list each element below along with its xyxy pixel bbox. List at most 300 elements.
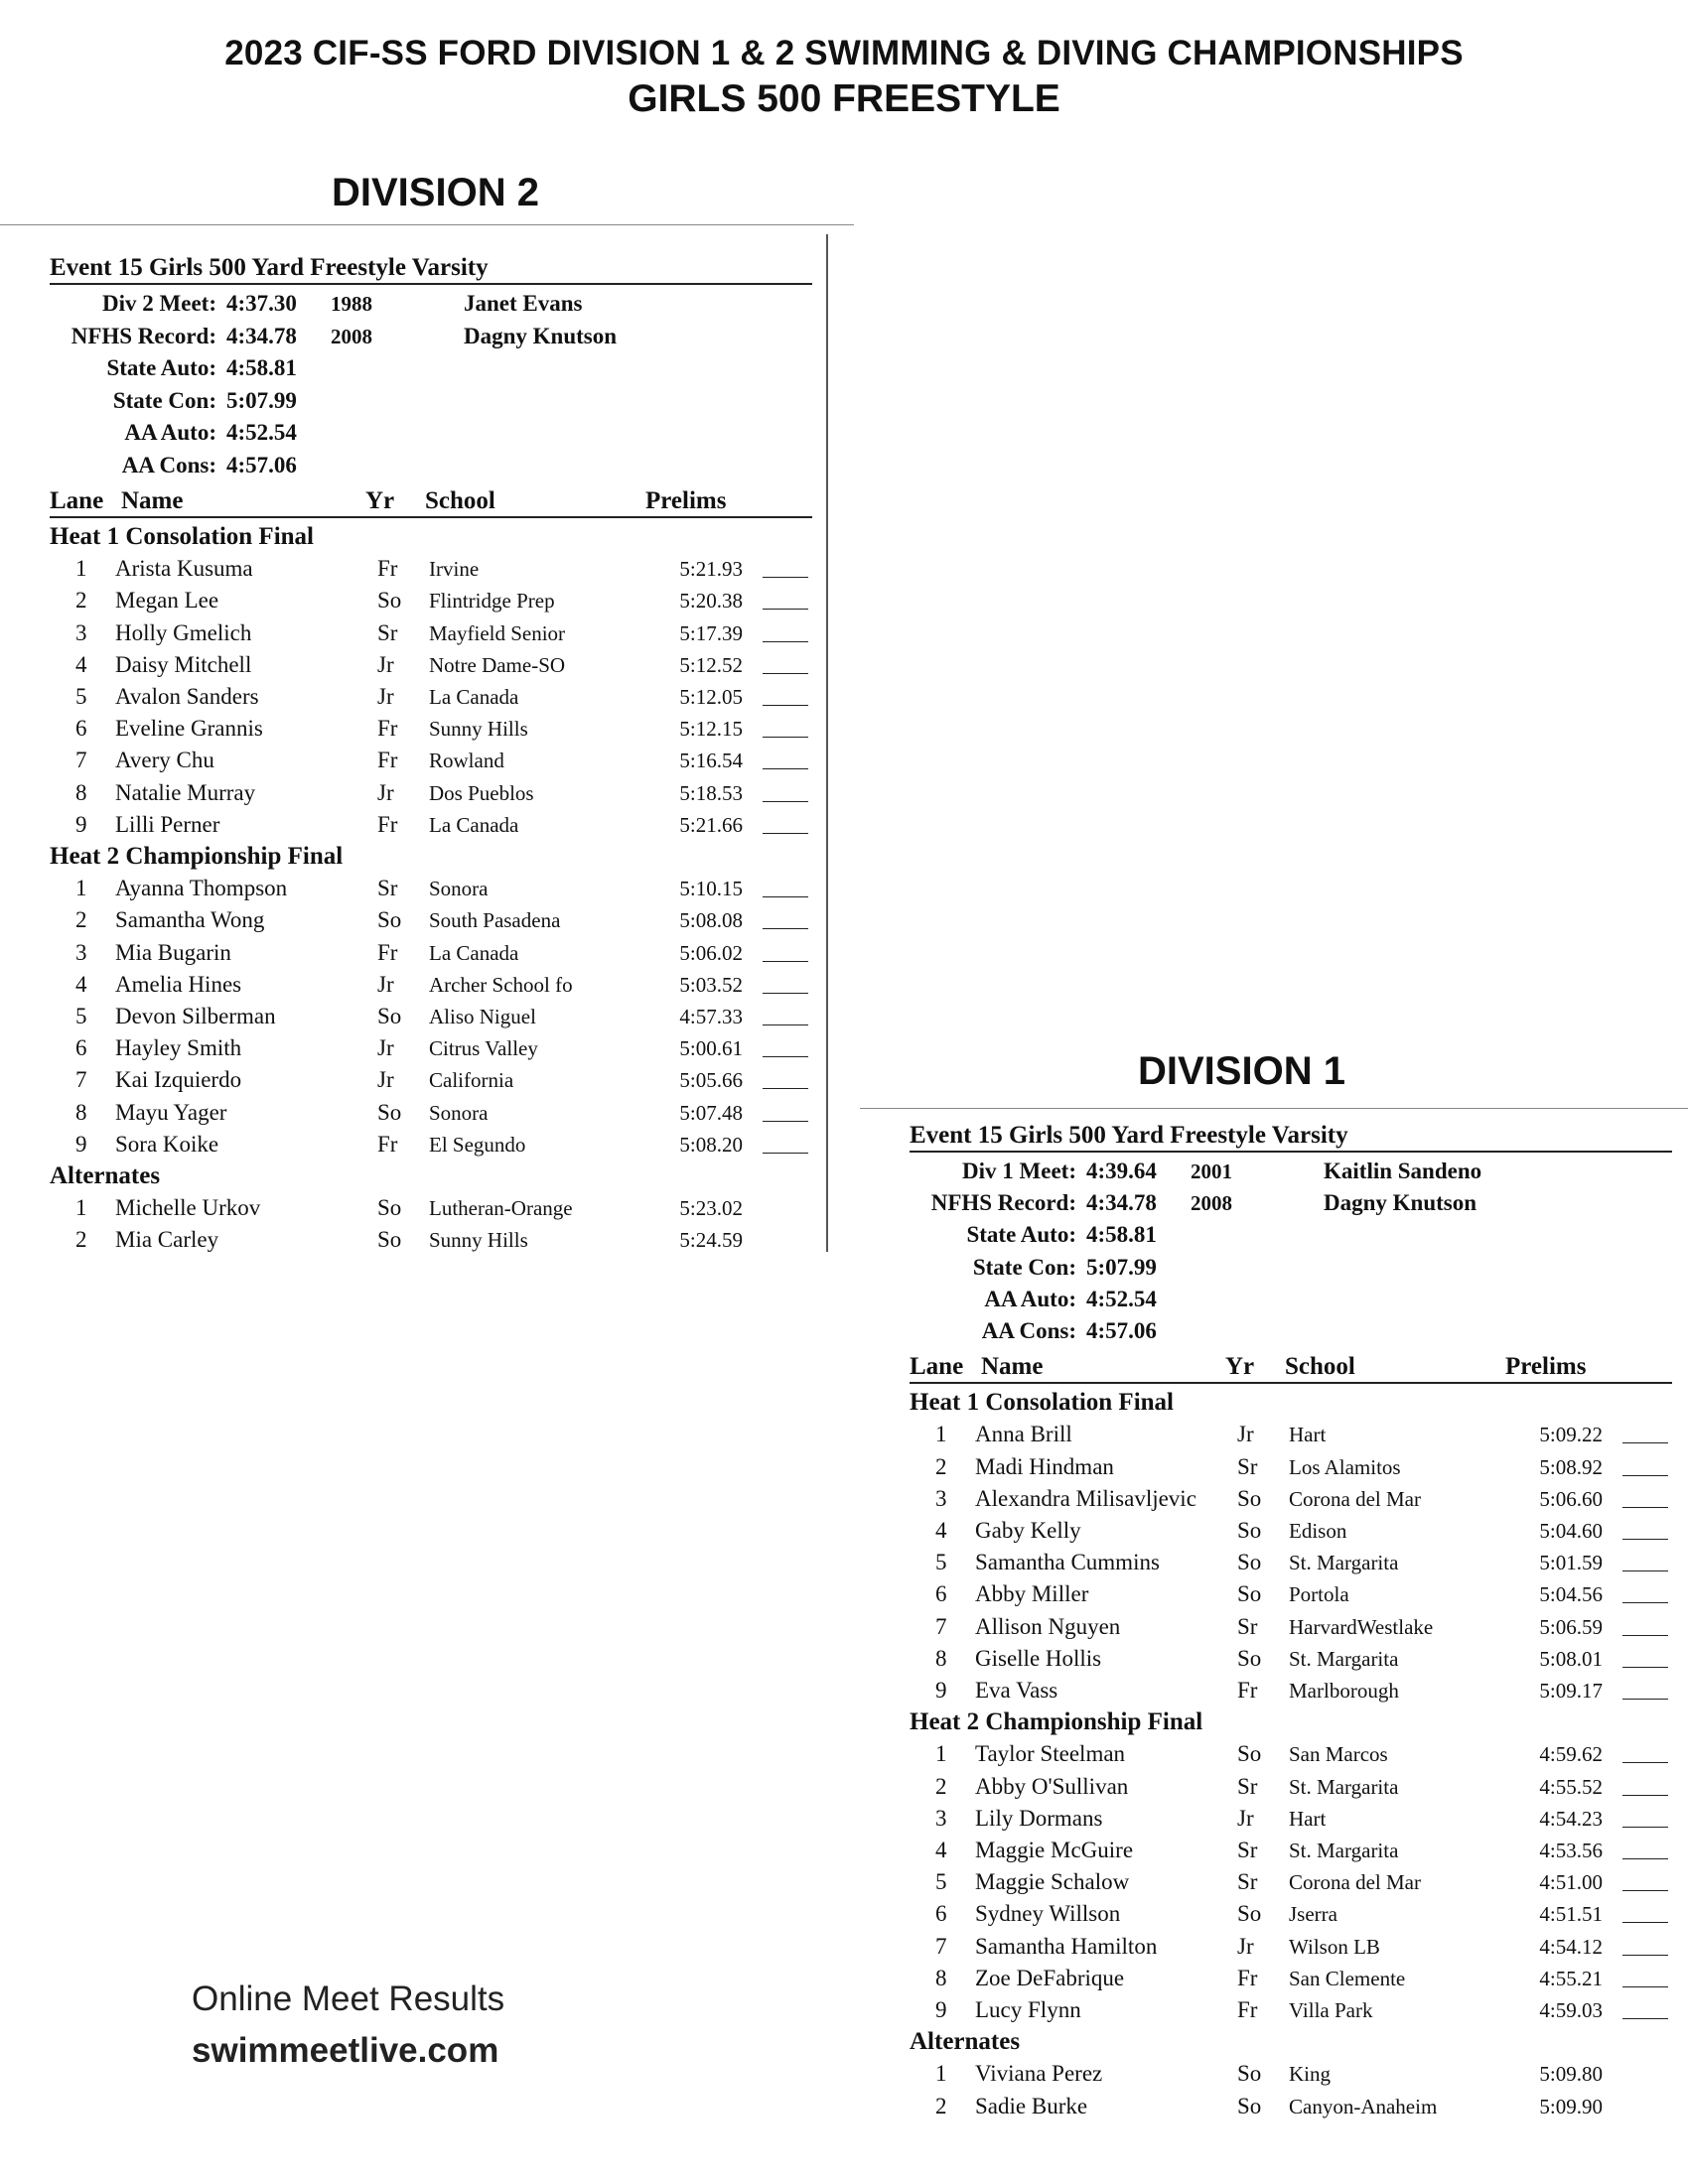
lane-number: 5 (935, 1869, 947, 1895)
record-row (910, 1187, 1672, 1219)
finals-time-blank (763, 1088, 808, 1089)
swimmer-year: So (1237, 1645, 1262, 1671)
swimmer-name: Hayley Smith (115, 1035, 242, 1061)
table-row (910, 1515, 1672, 1547)
swimmer-name: Devon Silberman (115, 1004, 276, 1028)
prelim-time: 5:07.48 (679, 1100, 743, 1125)
finals-time-blank (763, 609, 808, 610)
division2-heading: DIVISION 2 (332, 171, 539, 214)
lane-number: 1 (935, 1741, 947, 1767)
lane-number: 9 (935, 1678, 947, 1703)
school-name: Sonora (429, 1100, 489, 1125)
record-label: NFHS Record: (930, 1190, 1076, 1216)
column-header (50, 487, 812, 518)
swimmer-name: Maggie Schalow (975, 1869, 1130, 1895)
school-name: King (1289, 2062, 1331, 2087)
finals-time-blank (1622, 1602, 1668, 1603)
event-title: Event 15 Girls 500 Yard Freestyle Varsity (910, 1122, 1672, 1153)
table-row (50, 1001, 812, 1032)
school-name: Corona del Mar (1289, 1870, 1421, 1895)
table-row (910, 1451, 1672, 1483)
prelim-time: 5:18.53 (679, 780, 743, 805)
lane-number: 1 (75, 876, 87, 901)
lane-number: 3 (75, 619, 87, 645)
school-name: St. Margarita (1289, 1774, 1399, 1799)
record-holder: Dagny Knutson (464, 323, 618, 348)
lane-number: 7 (935, 1933, 947, 1959)
school-name: La Canada (429, 940, 519, 965)
finals-time-blank (763, 768, 808, 769)
swimmer-name: Maggie McGuire (975, 1838, 1134, 1862)
swimmer-year: So (1237, 1581, 1262, 1607)
col-school: School (1285, 1353, 1355, 1381)
finals-time-blank (1622, 1890, 1668, 1891)
record-row (910, 1252, 1672, 1284)
swimmer-name: Samantha Cummins (975, 1550, 1160, 1575)
swimmer-year: Sr (1237, 1773, 1258, 1799)
lane-number: 2 (935, 1773, 947, 1799)
school-name: South Pasadena (429, 908, 561, 933)
prelim-time: 5:12.05 (679, 685, 743, 709)
finals-time-blank (1622, 1986, 1668, 1987)
lane-number: 9 (75, 811, 87, 837)
swimmer-year: So (377, 1099, 402, 1125)
finals-time-blank (1622, 1635, 1668, 1636)
finals-time-blank (1622, 1570, 1668, 1571)
table-row (50, 1224, 812, 1256)
finals-time-blank (763, 896, 808, 897)
lane-number: 6 (935, 1901, 947, 1927)
col-lane: Lane (910, 1353, 964, 1381)
school-name: Rowland (429, 749, 504, 773)
record-time: 4:58.81 (1086, 1222, 1157, 1248)
lane-number: 4 (75, 971, 87, 997)
finals-time-blank (1622, 1699, 1668, 1700)
swimmer-year: So (1237, 1901, 1262, 1927)
swimmer-name: Avery Chu (115, 748, 214, 773)
finals-time-blank (763, 577, 808, 578)
finals-time-blank (1622, 1667, 1668, 1668)
record-label: State Auto: (966, 1222, 1076, 1248)
school-name: Notre Dame-SO (429, 652, 566, 677)
col-name: Name (981, 1353, 1044, 1381)
page-title: 2023 CIF-SS FORD DIVISION 1 & 2 SWIMMING & DIVING CHAMPIONSHIPS (224, 34, 1464, 72)
lane-number: 4 (935, 1838, 947, 1862)
prelim-time: 5:09.17 (1539, 1679, 1603, 1703)
record-time: 4:57.06 (226, 452, 297, 478)
table-row (50, 1032, 812, 1064)
record-time: 4:58.81 (226, 355, 297, 380)
table-row (50, 1192, 812, 1224)
swimmer-year: Jr (377, 1035, 394, 1061)
record-time: 4:52.54 (226, 420, 297, 445)
record-row (50, 417, 812, 449)
footer-website: swimmeetlive.com (192, 2031, 499, 2070)
table-row (50, 745, 812, 776)
lane-number: 6 (935, 1581, 947, 1607)
swimmer-name: Taylor Steelman (975, 1741, 1126, 1767)
swimmer-year: Fr (1237, 1678, 1258, 1703)
record-time: 4:39.64 (1086, 1159, 1157, 1183)
school-name: Archer School fo (429, 972, 573, 997)
swimmer-year: Jr (377, 651, 394, 677)
heat2-title: Heat 2 Championship Final (910, 1708, 1203, 1736)
lane-number: 3 (935, 1485, 947, 1511)
school-name: Canyon-Anaheim (1289, 2094, 1438, 2118)
heat2-title: Heat 2 Championship Final (50, 843, 344, 870)
division2-vertical-rule (826, 234, 828, 1252)
table-row (50, 1064, 812, 1096)
prelim-time: 5:08.92 (1539, 1454, 1603, 1479)
finals-time-blank (763, 801, 808, 802)
col-yr: Yr (1225, 1353, 1255, 1381)
finals-time-blank (1622, 1858, 1668, 1859)
swimmer-year: Jr (1237, 1805, 1254, 1831)
swimmer-year: So (1237, 1485, 1262, 1511)
table-row (910, 1419, 1672, 1450)
finals-time-blank (763, 928, 808, 929)
school-name: HarvardWestlake (1289, 1614, 1434, 1639)
record-time: 5:07.99 (226, 387, 297, 413)
record-row (910, 1156, 1672, 1187)
lane-number: 1 (935, 2061, 947, 2087)
lane-number: 1 (75, 556, 87, 582)
finals-time-blank (1622, 1539, 1668, 1540)
swimmer-year: Jr (377, 1067, 394, 1093)
table-row (50, 1129, 812, 1160)
table-row (910, 1738, 1672, 1770)
school-name: St. Margarita (1289, 1646, 1399, 1671)
finals-time-blank (763, 641, 808, 642)
prelim-time: 5:12.15 (679, 717, 743, 742)
prelim-time: 4:54.12 (1539, 1934, 1603, 1959)
record-label: State Con: (972, 1254, 1076, 1280)
lane-number: 8 (75, 779, 87, 805)
finals-time-blank (1622, 1475, 1668, 1476)
table-row (50, 904, 812, 936)
swimmer-name: Sora Koike (115, 1131, 219, 1157)
prelim-time: 5:06.59 (1539, 1614, 1603, 1639)
lane-number: 9 (935, 1997, 947, 2022)
heat1-title: Heat 1 Consolation Final (50, 523, 314, 550)
col-school: School (425, 487, 495, 514)
table-row (910, 1963, 1672, 1994)
finals-time-blank (1622, 1795, 1668, 1796)
swimmer-year: Fr (1237, 1965, 1258, 1990)
finals-time-blank (1622, 1442, 1668, 1443)
finals-time-blank (763, 1056, 808, 1057)
swimmer-name: Daisy Mitchell (115, 651, 252, 677)
table-row (910, 1483, 1672, 1515)
swimmer-name: Holly Gmelich (115, 619, 252, 645)
swimmer-name: Lilli Perner (115, 811, 220, 837)
record-label: State Con: (112, 387, 216, 413)
finals-time-blank (763, 1153, 808, 1154)
lane-number: 2 (75, 1227, 87, 1253)
swimmer-year: Jr (1237, 1422, 1254, 1447)
swimmer-name: Eva Vass (975, 1678, 1058, 1703)
swimmer-name: Amelia Hines (115, 971, 242, 997)
lane-number: 7 (75, 1067, 87, 1093)
table-row (910, 1898, 1672, 1930)
lane-number: 3 (75, 939, 87, 965)
table-row (910, 1994, 1672, 2026)
prelim-time: 5:21.66 (679, 812, 743, 837)
record-row (910, 1219, 1672, 1251)
prelim-time: 5:17.39 (679, 620, 743, 645)
swimmer-year: Jr (377, 971, 394, 997)
swimmer-year: So (1237, 1741, 1262, 1767)
alternates-title: Alternates (50, 1162, 161, 1189)
table-row (50, 937, 812, 969)
table-row (910, 1578, 1672, 1610)
swimmer-year: Sr (1237, 1838, 1258, 1862)
column-header (910, 1353, 1672, 1384)
lane-number: 7 (935, 1613, 947, 1639)
swimmer-year: Jr (377, 779, 394, 805)
prelim-time: 5:23.02 (679, 1196, 743, 1221)
swimmer-name: Eveline Grannis (115, 716, 263, 742)
swimmer-name: Natalie Murray (115, 779, 256, 805)
record-year: 2008 (1191, 1191, 1232, 1216)
record-holder: Janet Evans (464, 291, 583, 316)
finals-time-blank (763, 1024, 808, 1025)
table-row (50, 617, 812, 649)
prelim-time: 5:08.01 (1539, 1646, 1603, 1671)
page-subtitle: GIRLS 500 FREESTYLE (628, 77, 1060, 120)
swimmer-name: Abby O'Sullivan (975, 1773, 1129, 1799)
school-name: Dos Pueblos (429, 780, 534, 805)
swimmer-year: Fr (377, 811, 398, 837)
swimmer-year: Fr (377, 1131, 398, 1157)
finals-time-blank (763, 705, 808, 706)
swimmer-year: Sr (1237, 1453, 1258, 1479)
record-year: 2008 (331, 324, 372, 348)
swimmer-name: Mia Bugarin (115, 939, 231, 965)
prelim-time: 4:54.23 (1539, 1806, 1603, 1831)
record-time: 4:57.06 (1086, 1318, 1157, 1343)
lane-number: 1 (935, 1422, 947, 1447)
prelim-time: 4:51.00 (1539, 1870, 1603, 1895)
swimmer-year: So (377, 907, 402, 933)
lane-number: 6 (75, 716, 87, 742)
swimmer-year: Fr (377, 939, 398, 965)
swimmer-name: Avalon Sanders (115, 684, 259, 709)
swimmer-name: Megan Lee (115, 588, 219, 614)
swimmer-name: Samantha Hamilton (975, 1933, 1158, 1959)
prelim-time: 5:03.52 (679, 972, 743, 997)
swimmer-name: Michelle Urkov (115, 1195, 261, 1221)
school-name: Sunny Hills (429, 717, 528, 742)
table-row (910, 1931, 1672, 1963)
swimmer-name: Abby Miller (975, 1581, 1089, 1607)
finals-time-blank (763, 737, 808, 738)
school-name: Edison (1289, 1519, 1347, 1543)
lane-number: 2 (75, 907, 87, 933)
swimmer-year: Sr (377, 619, 398, 645)
table-row (910, 1643, 1672, 1675)
school-name: Corona del Mar (1289, 1486, 1421, 1511)
school-name: Marlborough (1289, 1679, 1399, 1703)
table-row (50, 681, 812, 713)
record-row (50, 385, 812, 417)
swimmer-name: Alexandra Milisavljevic (975, 1485, 1196, 1511)
school-name: San Clemente (1289, 1966, 1406, 1990)
table-row (910, 1547, 1672, 1578)
record-label: NFHS Record: (70, 323, 216, 348)
school-name: La Canada (429, 812, 519, 837)
event-title: Event 15 Girls 500 Yard Freestyle Varsity (50, 254, 812, 285)
school-name: Flintridge Prep (429, 589, 555, 614)
table-row (910, 1611, 1672, 1643)
table-row (50, 713, 812, 745)
school-name: Irvine (429, 557, 480, 582)
swimmer-name: Mayu Yager (115, 1099, 227, 1125)
school-name: St. Margarita (1289, 1551, 1399, 1575)
table-row (50, 649, 812, 681)
record-label: AA Cons: (981, 1318, 1076, 1343)
record-row (50, 321, 812, 352)
col-yr: Yr (365, 487, 395, 514)
prelim-time: 4:57.33 (679, 1005, 743, 1028)
school-name: Wilson LB (1289, 1934, 1380, 1959)
table-row (50, 1097, 812, 1129)
record-row (50, 352, 812, 384)
finals-time-blank (1622, 1955, 1668, 1956)
swimmer-name: Samantha Wong (115, 907, 265, 933)
record-label: State Auto: (106, 355, 216, 380)
finals-time-blank (763, 1121, 808, 1122)
record-row (910, 1315, 1672, 1347)
swimmer-name: Anna Brill (975, 1422, 1072, 1447)
lane-number: 7 (75, 748, 87, 773)
division1-rule (860, 1108, 1688, 1109)
prelim-time: 5:01.59 (1539, 1551, 1603, 1575)
lane-number: 2 (935, 1453, 947, 1479)
swimmer-name: Arista Kusuma (115, 556, 253, 582)
table-row (50, 553, 812, 585)
finals-time-blank (1622, 1922, 1668, 1923)
school-name: Citrus Valley (429, 1036, 538, 1061)
school-name: Mayfield Senior (429, 620, 566, 645)
prelim-time: 5:08.20 (679, 1132, 743, 1157)
footer-online-results: Online Meet Results (192, 1979, 505, 2018)
prelim-time: 5:05.66 (679, 1068, 743, 1093)
prelim-time: 5:06.02 (679, 940, 743, 965)
finals-time-blank (763, 961, 808, 962)
swimmer-year: So (1237, 2061, 1262, 2087)
prelim-time: 5:04.56 (1539, 1582, 1603, 1607)
record-label: Div 1 Meet: (962, 1159, 1076, 1183)
lane-number: 5 (75, 684, 87, 709)
school-name: Villa Park (1289, 1998, 1373, 2022)
swimmer-year: So (377, 588, 402, 614)
record-time: 5:07.99 (1086, 1254, 1157, 1280)
swimmer-year: Jr (377, 684, 394, 709)
prelim-time: 5:10.15 (679, 877, 743, 901)
swimmer-year: Sr (377, 876, 398, 901)
col-prelims: Prelims (1505, 1353, 1587, 1381)
swimmer-year: Sr (1237, 1869, 1258, 1895)
record-time: 4:34.78 (1086, 1190, 1157, 1216)
record-row (50, 288, 812, 320)
prelim-time: 4:55.21 (1539, 1966, 1603, 1990)
school-name: Jserra (1289, 1902, 1337, 1927)
table-row (50, 969, 812, 1001)
col-name: Name (121, 487, 184, 514)
table-row (910, 2058, 1672, 2090)
swimmer-year: Fr (377, 556, 398, 582)
lane-number: 4 (75, 651, 87, 677)
swimmer-name: Sadie Burke (975, 2093, 1088, 2118)
record-row (910, 1284, 1672, 1315)
school-name: La Canada (429, 685, 519, 709)
swimmer-name: Lucy Flynn (975, 1997, 1081, 2022)
record-holder: Dagny Knutson (1324, 1190, 1477, 1216)
record-year: 2001 (1191, 1160, 1232, 1183)
swimmer-year: Fr (377, 748, 398, 773)
swimmer-name: Allison Nguyen (975, 1613, 1121, 1639)
record-time: 4:52.54 (1086, 1286, 1157, 1311)
swimmer-year: So (377, 1004, 402, 1028)
record-holder: Kaitlin Sandeno (1324, 1159, 1482, 1183)
prelim-time: 4:51.51 (1539, 1902, 1603, 1927)
lane-number: 2 (75, 588, 87, 614)
table-row (50, 585, 812, 616)
school-name: Hart (1289, 1806, 1327, 1831)
col-lane: Lane (50, 487, 104, 514)
swimmer-year: Jr (1237, 1933, 1254, 1959)
swimmer-name: Mia Carley (115, 1227, 219, 1253)
prelim-time: 4:55.52 (1539, 1774, 1603, 1799)
finals-time-blank (1622, 1762, 1668, 1763)
swimmer-year: Fr (377, 716, 398, 742)
table-row (910, 1803, 1672, 1835)
swimmer-year: So (1237, 1550, 1262, 1575)
table-row (910, 1675, 1672, 1706)
school-name: St. Margarita (1289, 1839, 1399, 1862)
table-row (910, 2091, 1672, 2122)
swimmer-name: Gaby Kelly (975, 1518, 1081, 1543)
lane-number: 8 (935, 1645, 947, 1671)
school-name: San Marcos (1289, 1742, 1388, 1767)
prelim-time: 5:04.60 (1539, 1519, 1603, 1543)
swimmer-year: Fr (1237, 1997, 1258, 2022)
table-row (50, 809, 812, 841)
swimmer-name: Lily Dormans (975, 1805, 1103, 1831)
swimmer-year: So (377, 1227, 402, 1253)
finals-time-blank (1622, 2018, 1668, 2019)
alternates-title: Alternates (910, 2028, 1021, 2056)
lane-number: 4 (935, 1518, 947, 1543)
lane-number: 6 (75, 1035, 87, 1061)
record-label: AA Cons: (121, 452, 216, 478)
finals-time-blank (1622, 1507, 1668, 1508)
school-name: Lutheran-Orange (429, 1196, 573, 1221)
school-name: Sunny Hills (429, 1228, 528, 1253)
lane-number: 1 (75, 1195, 87, 1221)
swimmer-name: Kai Izquierdo (115, 1067, 242, 1093)
lane-number: 5 (75, 1004, 87, 1028)
swimmer-year: So (377, 1195, 402, 1221)
prelim-time: 5:09.22 (1539, 1423, 1603, 1447)
lane-number: 3 (935, 1805, 947, 1831)
swimmer-name: Ayanna Thompson (115, 876, 288, 901)
swimmer-name: Zoe DeFabrique (975, 1965, 1125, 1990)
school-name: El Segundo (429, 1132, 526, 1157)
prelim-time: 5:12.52 (679, 652, 743, 677)
prelim-time: 4:59.62 (1539, 1742, 1603, 1767)
